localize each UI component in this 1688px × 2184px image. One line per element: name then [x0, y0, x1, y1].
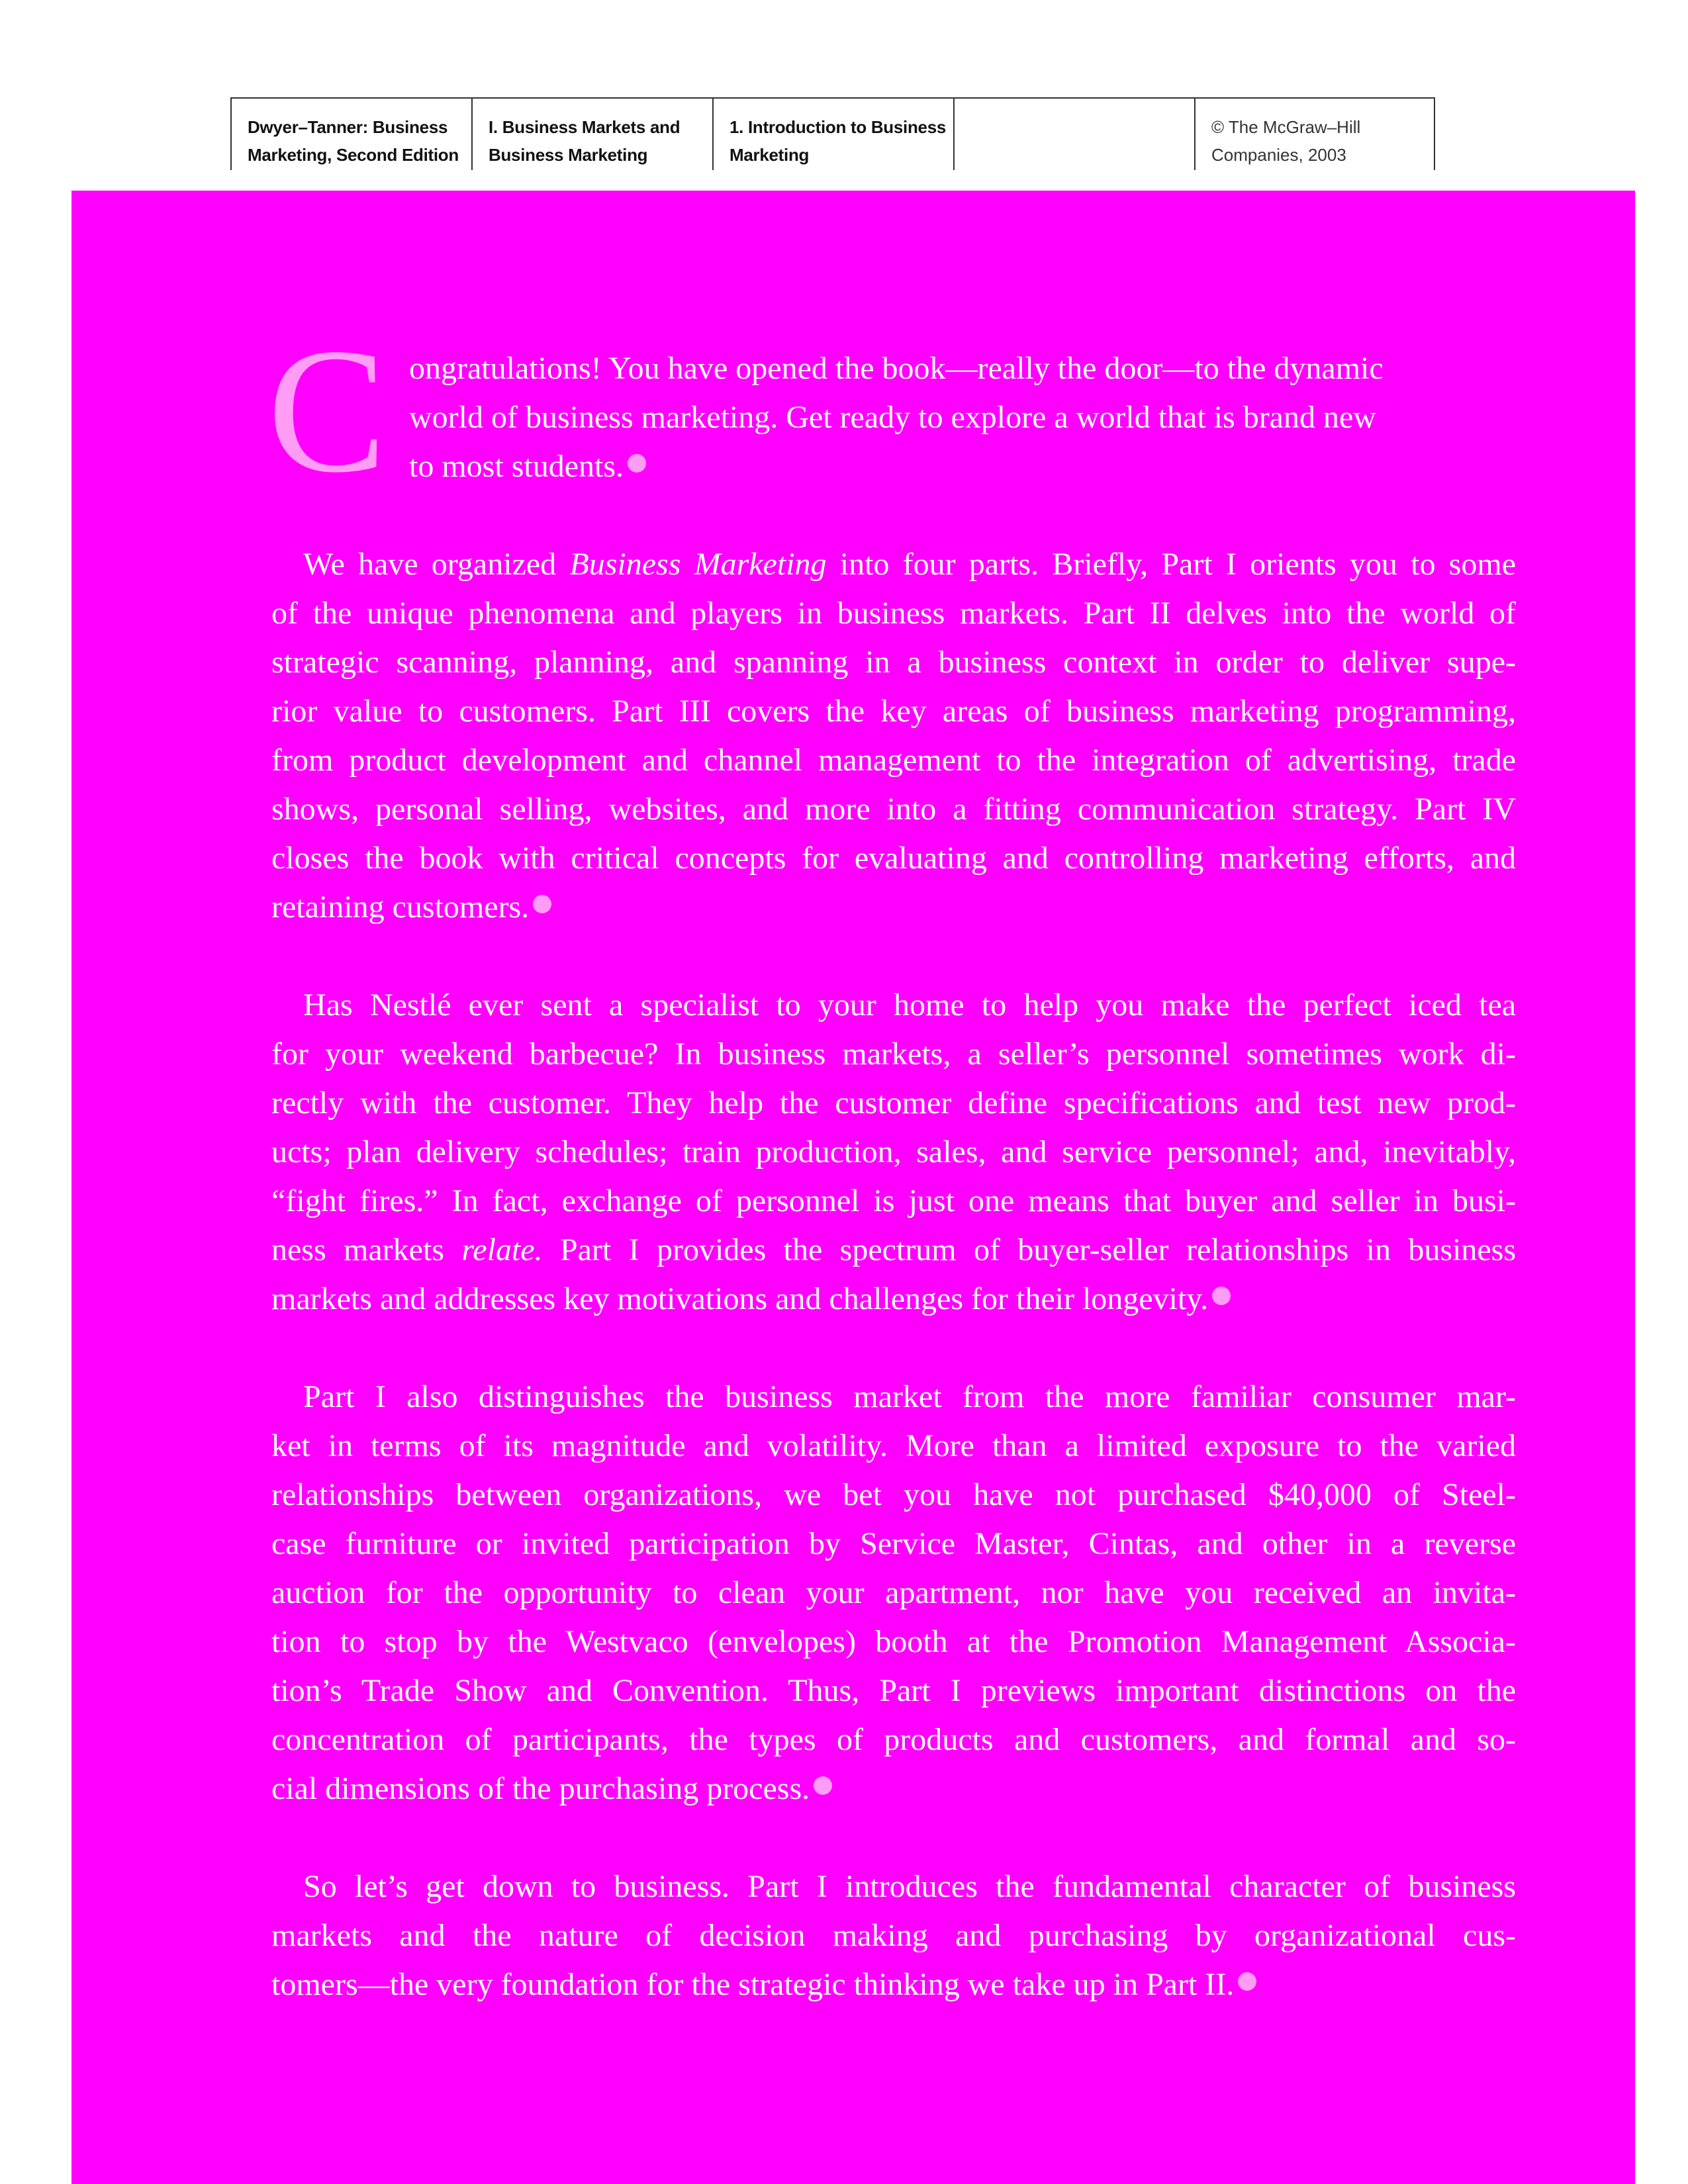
paragraph-line: rior value to customers. Part III covers the key areas of business marketing programming,: [271, 694, 1516, 729]
paragraph-line-text: tomers—the very foundation for the strategic thinking we take up in Part II.: [271, 1967, 1235, 2002]
header-book-title-line1: Dwyer–Tanner: Business: [248, 117, 448, 137]
paragraph-line: rectly with the customer. They help the customer define specifications and test new prod-: [271, 1085, 1516, 1120]
paragraph-line-text: into four parts. Briefly, Part I orients you to some: [826, 547, 1516, 582]
paragraph-closing: [271, 1862, 1516, 2009]
paragraph-line: ket in terms of its magnitude and volatility. More than a limited exposure to the varied: [271, 1428, 1516, 1463]
paragraph-parts-overview: [271, 540, 1516, 932]
paragraph-line: [271, 1960, 1516, 2009]
paragraph-line: closes the book with critical concepts for evaluating and controlling marketing efforts, and: [271, 841, 1516, 876]
header-copyright: [1194, 97, 1435, 170]
header-part-line2: Business Marketing: [489, 145, 648, 165]
header-chapter-line1: 1. Introduction to Business: [729, 117, 947, 137]
intro-paragraph: [267, 312, 1516, 510]
paragraph-end-dot-icon: [1238, 1972, 1256, 1991]
drop-cap: C: [267, 312, 387, 510]
header-chapter-line2: Marketing: [729, 145, 810, 165]
italic-word: relate.: [461, 1232, 543, 1267]
paragraph-end-dot-icon: [1212, 1287, 1231, 1305]
paragraph-line: tion to stop by the Westvaco (envelopes) booth at the Promotion Management Associa-: [271, 1624, 1516, 1659]
paragraph-line: “fight fires.” In fact, exchange of personnel is just one means that buyer and seller in busi-: [271, 1183, 1516, 1218]
paragraph-market-distinctions: [271, 1373, 1516, 1813]
paragraph-line-text: markets and addresses key motivations and challenges for their longevity.: [271, 1281, 1209, 1316]
paragraph-line: Part I also distinguishes the business market from the more familiar consumer mar-: [303, 1379, 1516, 1414]
header-empty-cell: [953, 97, 1194, 170]
paragraph-line: auction for the opportunity to clean your apartment, nor have you received an invita-: [271, 1575, 1516, 1610]
book-title-italic: Business Marketing: [569, 547, 827, 582]
paragraph-line-text: ness markets: [271, 1232, 462, 1267]
running-header: [230, 97, 1438, 170]
paragraph-line: relationships between organizations, we bet you have not purchased $40,000 of Steel-: [271, 1477, 1516, 1512]
paragraph-line: concentration of participants, the types of products and customers, and formal and so-: [271, 1722, 1516, 1757]
paragraph-line: [271, 540, 1516, 589]
header-chapter: [712, 97, 953, 170]
paragraph-line: case furniture or invited participation by Service Master, Cintas, and other in a reverse: [271, 1526, 1516, 1561]
header-part-line1: I. Business Markets and: [489, 117, 680, 137]
paragraph-line: for your weekend barbecue? In business markets, a seller’s personnel sometimes work di-: [271, 1036, 1516, 1071]
paragraph-line: So let’s get down to business. Part I introduces the fundamental character of business: [303, 1869, 1516, 1904]
header-book-title-line2: Marketing, Second Edition: [248, 145, 459, 165]
paragraph-end-dot-icon: [814, 1776, 832, 1795]
paragraph-line: [271, 1764, 1516, 1813]
paragraph-line-text: Part I provides the spectrum of buyer-seller relationships in business: [542, 1232, 1517, 1267]
paragraph-end-dot-icon: [628, 454, 646, 473]
header-book-title: [230, 97, 471, 170]
intro-line: [409, 442, 1516, 491]
intro-line-text: to most students.: [409, 449, 624, 484]
paragraph-line: strategic scanning, planning, and spanning in a business context in order to deliver supe-: [271, 645, 1516, 680]
intro-line: world of business marketing. Get ready to explore a world that is brand new: [409, 400, 1376, 435]
paragraph-end-dot-icon: [533, 895, 551, 913]
header-copyright-line1: © The McGraw–Hill: [1211, 117, 1361, 137]
paragraph-line: Has Nestlé ever sent a specialist to your home to help you make the perfect iced tea: [303, 987, 1516, 1023]
header-part: [471, 97, 712, 170]
paragraph-line: [271, 883, 1516, 932]
paragraph-line-text: retaining customers.: [271, 889, 530, 925]
paragraph-relationships: [271, 981, 1516, 1324]
paragraph-line: [271, 1275, 1516, 1324]
part-opener-text: [267, 312, 1517, 2058]
paragraph-line: of the unique phenomena and players in business markets. Part II delves into the world of: [271, 596, 1516, 631]
paragraph-line: markets and the nature of decision making and purchasing by organizational cus-: [271, 1918, 1516, 1953]
header-copyright-line2: Companies, 2003: [1211, 145, 1346, 165]
paragraph-line-text: We have organized: [303, 547, 570, 582]
intro-line: ongratulations! You have opened the book—really the door—to the dynamic: [409, 351, 1383, 386]
paragraph-line: [271, 1226, 1516, 1275]
paragraph-line-text: cial dimensions of the purchasing process.: [271, 1771, 810, 1806]
paragraph-line: ucts; plan delivery schedules; train production, sales, and service personnel; and, inevitably,: [271, 1134, 1516, 1169]
paragraph-line: from product development and channel management to the integration of advertising, trade: [271, 743, 1516, 778]
paragraph-line: tion’s Trade Show and Convention. Thus, Part I previews important distinctions on the: [271, 1673, 1516, 1708]
paragraph-line: shows, personal selling, websites, and more into a fitting communication strategy. Part IV: [271, 792, 1516, 827]
